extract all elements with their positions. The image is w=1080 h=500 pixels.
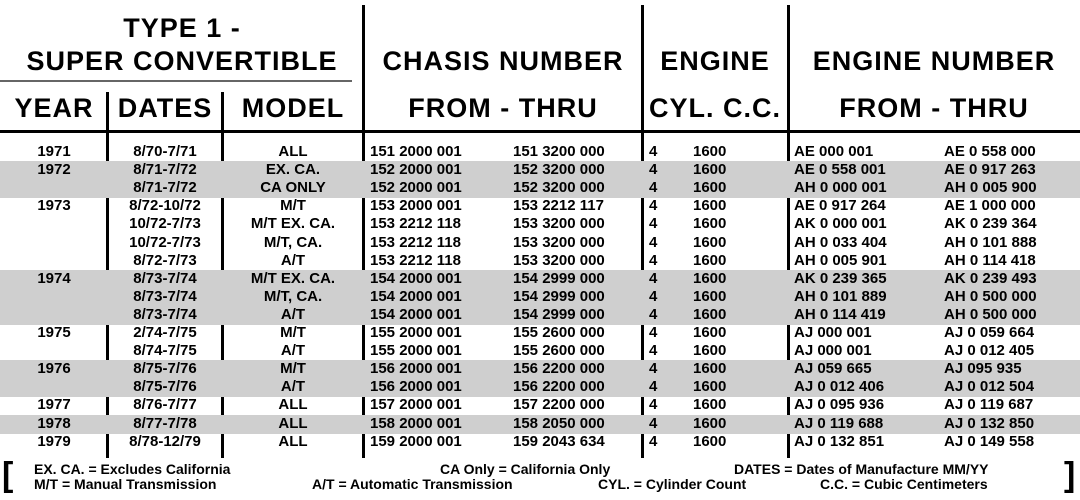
cell-chassis-from: 154 2000 001 <box>370 288 462 305</box>
cell-chassis-from: 152 2000 001 <box>370 161 462 178</box>
cell-cc: 1600 <box>693 270 727 287</box>
cell-engine-thru: AH 0 500 000 <box>944 306 1037 323</box>
cell-chassis-thru: 153 2212 117 <box>513 197 604 214</box>
cell-cc: 1600 <box>693 433 727 450</box>
table-row <box>0 179 1080 197</box>
cell-chassis-from: 153 2212 118 <box>370 215 461 232</box>
cell-dates: 8/72-7/73 <box>133 252 197 269</box>
cell-chassis-thru: 152 3200 000 <box>513 161 605 178</box>
cell-dates: 8/71-7/72 <box>133 161 197 178</box>
table-row <box>0 197 1080 215</box>
cell-cyl: 4 <box>649 378 658 395</box>
cell-cc: 1600 <box>693 396 727 413</box>
legend-at: A/T = Automatic Transmission <box>312 476 513 492</box>
table-row <box>0 143 1080 161</box>
table-row <box>0 433 1080 451</box>
cell-chassis-from: 155 2000 001 <box>370 342 462 359</box>
cell-chassis-from: 154 2000 001 <box>370 306 462 323</box>
cell-engine-from: AH 0 101 889 <box>794 288 887 305</box>
cell-model: M/T, CA. <box>263 288 323 305</box>
cell-engine-from: AE 0 917 264 <box>794 197 886 214</box>
cell-dates: 8/70-7/71 <box>133 143 197 160</box>
legend-cc: C.C. = Cubic Centimeters <box>820 476 988 492</box>
cell-model: A/T <box>280 342 306 359</box>
table-row <box>0 396 1080 414</box>
cell-cc: 1600 <box>693 143 727 160</box>
cell-engine-thru: AE 0 558 000 <box>944 143 1036 160</box>
cell-chassis-from: 151 2000 001 <box>370 143 462 160</box>
cell-engine-thru: AJ 0 012 504 <box>944 378 1035 395</box>
cell-chassis-from: 158 2000 001 <box>370 415 462 432</box>
column-header-year: YEAR <box>14 93 94 123</box>
cell-model: M/T EX. CA. <box>250 270 336 287</box>
cell-engine-from: AK 0 239 365 <box>794 270 887 287</box>
cell-engine-thru: AJ 095 935 <box>944 360 1022 377</box>
cell-model: A/T <box>280 306 306 323</box>
cell-chassis-from: 159 2000 001 <box>370 433 462 450</box>
table-row <box>0 234 1080 252</box>
cell-cyl: 4 <box>649 288 658 305</box>
cell-cyl: 4 <box>649 324 658 341</box>
cell-dates: 8/75-7/76 <box>133 360 197 377</box>
table-row <box>0 270 1080 288</box>
cell-chassis-from: 152 2000 001 <box>370 179 462 196</box>
cell-cyl: 4 <box>649 179 658 196</box>
cell-cyl: 4 <box>649 342 658 359</box>
cell-chassis-thru: 153 3200 000 <box>513 215 605 232</box>
cell-chassis-from: 153 2000 001 <box>370 197 462 214</box>
legend-mt: M/T = Manual Transmission <box>34 476 217 492</box>
type-title-line2: SUPER CONVERTIBLE <box>26 46 338 76</box>
table-row <box>0 215 1080 233</box>
table-row <box>0 360 1080 378</box>
cell-chassis-thru: 154 2999 000 <box>513 288 605 305</box>
cell-dates: 8/76-7/77 <box>133 396 197 413</box>
cell-dates: 8/71-7/72 <box>133 179 197 196</box>
cell-model: A/T <box>280 378 306 395</box>
cell-engine-from: AE 000 001 <box>794 143 874 160</box>
cell-cc: 1600 <box>693 161 727 178</box>
cell-year: 1972 <box>37 161 71 178</box>
cell-dates: 8/73-7/74 <box>133 288 197 305</box>
cell-year: 1979 <box>37 433 71 450</box>
cell-engine-thru: AJ 0 132 850 <box>944 415 1035 432</box>
cell-cyl: 4 <box>649 306 658 323</box>
column-header-engine-range: FROM - THRU <box>839 93 1029 123</box>
cell-year: 1978 <box>37 415 71 432</box>
cell-chassis-thru: 153 3200 000 <box>513 234 605 251</box>
cell-chassis-thru: 156 2200 000 <box>513 360 605 377</box>
cell-engine-thru: AK 0 239 364 <box>944 215 1037 232</box>
cell-cyl: 4 <box>649 234 658 251</box>
cell-engine-thru: AH 0 005 900 <box>944 179 1037 196</box>
cell-model: M/T <box>280 197 306 214</box>
cell-model: M/T <box>280 324 306 341</box>
cell-year: 1974 <box>37 270 71 287</box>
cell-chassis-thru: 154 2999 000 <box>513 306 605 323</box>
cell-model: ALL <box>278 433 308 450</box>
cell-dates: 8/72-10/72 <box>129 197 201 214</box>
legend-cyl: CYL. = Cylinder Count <box>598 476 747 492</box>
cell-cc: 1600 <box>693 378 727 395</box>
cell-chassis-thru: 151 3200 000 <box>513 143 605 160</box>
cell-dates: 10/72-7/73 <box>129 234 201 251</box>
cell-chassis-thru: 157 2200 000 <box>513 396 605 413</box>
cell-model: ALL <box>278 143 308 160</box>
table-row <box>0 378 1080 396</box>
cell-cyl: 4 <box>649 161 658 178</box>
cell-chassis-thru: 158 2050 000 <box>513 415 605 432</box>
cell-cyl: 4 <box>649 360 658 377</box>
cell-chassis-from: 153 2212 118 <box>370 234 461 251</box>
cell-model: ALL <box>278 415 308 432</box>
cell-dates: 2/74-7/75 <box>133 324 197 341</box>
cell-engine-from: AH 0 000 001 <box>794 179 887 196</box>
cell-model: ALL <box>278 396 308 413</box>
table-row <box>0 324 1080 342</box>
cell-cyl: 4 <box>649 270 658 287</box>
header-divider-left <box>0 80 352 82</box>
cell-cyl: 4 <box>649 415 658 432</box>
cell-engine-from: AJ 0 132 851 <box>794 433 885 450</box>
engine-title: ENGINE <box>660 46 770 76</box>
cell-cc: 1600 <box>693 342 727 359</box>
cell-chassis-thru: 152 3200 000 <box>513 179 605 196</box>
cell-cc: 1600 <box>693 324 727 341</box>
cell-cc: 1600 <box>693 215 727 232</box>
legend-ca-only: CA Only = California Only <box>440 461 611 477</box>
cell-model: A/T <box>280 252 306 269</box>
legend-bracket-right: ] <box>1064 456 1076 494</box>
cell-engine-thru: AE 1 000 000 <box>944 197 1036 214</box>
cell-dates: 8/75-7/76 <box>133 378 197 395</box>
cell-cc: 1600 <box>693 234 727 251</box>
cell-cyl: 4 <box>649 197 658 214</box>
cell-engine-thru: AH 0 500 000 <box>944 288 1037 305</box>
table-row <box>0 342 1080 360</box>
cell-engine-thru: AJ 0 119 687 <box>944 396 1034 413</box>
column-header-chassis-range: FROM - THRU <box>408 93 598 123</box>
cell-cyl: 4 <box>649 143 658 160</box>
cell-dates: 8/73-7/74 <box>133 306 197 323</box>
legend-bracket-left: [ <box>2 456 14 494</box>
cell-chassis-thru: 155 2600 000 <box>513 324 605 341</box>
cell-chassis-from: 157 2000 001 <box>370 396 462 413</box>
type-title-line1: TYPE 1 - <box>123 13 241 43</box>
cell-engine-from: AH 0 005 901 <box>794 252 887 269</box>
cell-engine-thru: AJ 0 059 664 <box>944 324 1035 341</box>
cell-cc: 1600 <box>693 252 727 269</box>
cell-chassis-from: 153 2212 118 <box>370 252 461 269</box>
column-header-cyl-cc: CYL. C.C. <box>648 93 781 123</box>
cell-cc: 1600 <box>693 306 727 323</box>
cell-cc: 1600 <box>693 179 727 196</box>
cell-model: M/T, CA. <box>263 234 323 251</box>
cell-cyl: 4 <box>649 396 658 413</box>
table-row <box>0 415 1080 433</box>
cell-dates: 8/78-12/79 <box>129 433 201 450</box>
cell-engine-from: AJ 0 119 688 <box>794 415 884 432</box>
cell-year: 1971 <box>37 143 71 160</box>
cell-model: M/T <box>280 360 306 377</box>
cell-cc: 1600 <box>693 288 727 305</box>
column-header-dates: DATES <box>117 93 213 123</box>
table-row <box>0 306 1080 324</box>
header-bottom-rule <box>0 130 1080 133</box>
cell-year: 1976 <box>37 360 71 377</box>
cell-engine-thru: AK 0 239 493 <box>944 270 1037 287</box>
cell-engine-from: AH 0 114 419 <box>794 306 886 323</box>
legend-dates: DATES = Dates of Manufacture MM/YY <box>734 461 989 477</box>
cell-chassis-from: 156 2000 001 <box>370 360 462 377</box>
cell-model: M/T EX. CA. <box>250 215 336 232</box>
cell-cyl: 4 <box>649 215 658 232</box>
cell-engine-thru: AJ 0 149 558 <box>944 433 1035 450</box>
cell-engine-thru: AH 0 101 888 <box>944 234 1037 251</box>
cell-chassis-from: 156 2000 001 <box>370 378 462 395</box>
cell-engine-thru: AE 0 917 263 <box>944 161 1036 178</box>
cell-engine-from: AH 0 033 404 <box>794 234 887 251</box>
cell-cc: 1600 <box>693 197 727 214</box>
cell-dates: 8/77-7/78 <box>133 415 197 432</box>
legend-ex-ca: EX. CA. = Excludes California <box>34 461 231 477</box>
cell-chassis-thru: 153 3200 000 <box>513 252 605 269</box>
cell-cc: 1600 <box>693 415 727 432</box>
cell-dates: 8/74-7/75 <box>133 342 197 359</box>
cell-year: 1975 <box>37 324 71 341</box>
column-header-model: MODEL <box>241 93 345 123</box>
cell-cyl: 4 <box>649 433 658 450</box>
cell-dates: 10/72-7/73 <box>129 215 201 232</box>
table-row <box>0 252 1080 270</box>
cell-model: EX. CA. <box>265 161 321 178</box>
cell-engine-from: AJ 0 012 406 <box>794 378 885 395</box>
cell-model: CA ONLY <box>260 179 326 196</box>
cell-chassis-thru: 155 2600 000 <box>513 342 605 359</box>
cell-chassis-thru: 159 2043 634 <box>513 433 605 450</box>
table-row <box>0 161 1080 179</box>
cell-year: 1973 <box>37 197 71 214</box>
cell-engine-from: AK 0 000 001 <box>794 215 887 232</box>
table-row <box>0 288 1080 306</box>
cell-year: 1977 <box>37 396 71 413</box>
cell-engine-from: AE 0 558 001 <box>794 161 886 178</box>
chassis-title: CHASIS NUMBER <box>382 46 624 76</box>
cell-chassis-from: 155 2000 001 <box>370 324 462 341</box>
cell-engine-from: AJ 0 095 936 <box>794 396 885 413</box>
cell-engine-from: AJ 000 001 <box>794 324 872 341</box>
cell-engine-thru: AH 0 114 418 <box>944 252 1036 269</box>
cell-chassis-thru: 154 2999 000 <box>513 270 605 287</box>
cell-engine-from: AJ 000 001 <box>794 342 872 359</box>
cell-cc: 1600 <box>693 360 727 377</box>
cell-chassis-from: 154 2000 001 <box>370 270 462 287</box>
cell-engine-thru: AJ 0 012 405 <box>944 342 1035 359</box>
engine-number-title: ENGINE NUMBER <box>812 46 1056 76</box>
cell-chassis-thru: 156 2200 000 <box>513 378 605 395</box>
cell-dates: 8/73-7/74 <box>133 270 197 287</box>
cell-engine-from: AJ 059 665 <box>794 360 872 377</box>
cell-cyl: 4 <box>649 252 658 269</box>
